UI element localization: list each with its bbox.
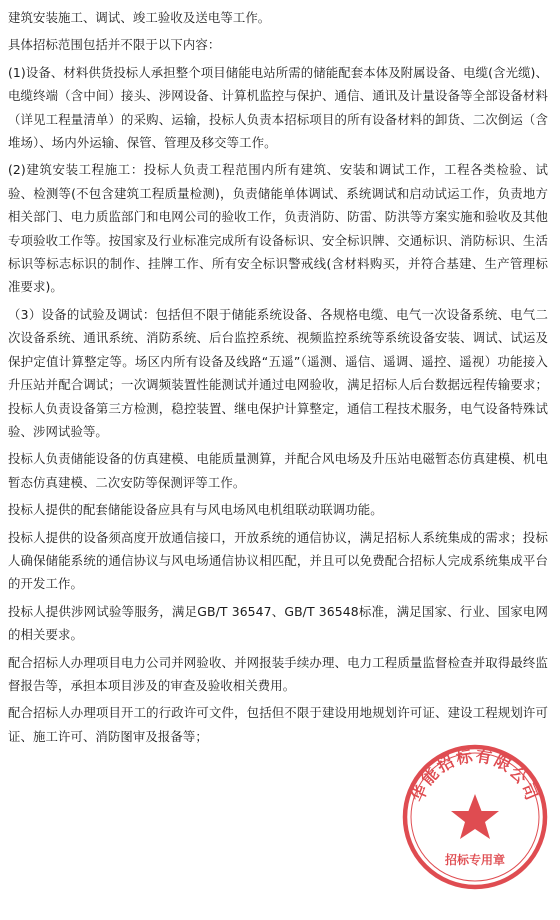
paragraph-open-interface: 投标人提供的设备须高度开放通信接口，开放系统的通信协议，满足招标人系统集成的需求；投标人确保储能系统的通信协议与风电场通信协议相匹配，并且可以免费配合招标人完成系统集成平台的开发工作。: [8, 529, 548, 592]
paragraph-equipment-supply: (1)设备、材料供货投标人承担整个项目储能电站所需的储能配套本体及附属设备、电缆(含光缆)、电缆终端（含中间）接头、涉网设备、计算机监控与保护、通信、通讯及计量设备等全部设备材料（详见工程量清单）的采购、运输，投标人负责本招标项目的所有设备材料的卸货、二次倒运（含堆场）、场内外运输、保管、管理及移交等工作。: [8, 64, 548, 151]
paragraph-simulation-modeling: 投标人负责储能设备的仿真建模、电能质量测算，并配合风电场及升压站电磁暂态仿真建模、机电暂态仿真建模、二次安防等保测评等工作。: [8, 451, 548, 490]
seal-star-icon: [451, 794, 499, 839]
paragraph-permits: 配合招标人办理项目开工的行政许可文件，包括但不限于建设用地规划许可证、建设工程规划许可证、施工许可、消防图审及报备等；: [8, 705, 548, 744]
seal-arc-text: 华能招标有限公司: [407, 746, 543, 805]
paragraph-linkage-function: 投标人提供的配套储能设备应具有与风电场风电机组联动联调功能。: [8, 502, 383, 518]
seal-outer-ring: [405, 747, 545, 887]
paragraph-grid-tests: 投标人提供涉网试验等服务，满足GB/T 36547、GB/T 36548标准，满足国家、行业、国家电网的相关要求。: [8, 603, 548, 643]
paragraph-scope-intro: 建筑安装施工、调试、竣工验收及送电等工作。: [8, 10, 271, 25]
paragraph-construction-installation: (2)建筑安装工程施工：投标人负责工程范围内所有建筑、安装和调试工作，工程各类检验、试验、检测等(不包含建筑工程质量检测)，负责储能单体调试、系统调试和启动试运工作，负责地方相关部门、电力质监部门和电网公司的验收工作，负责消防、防雷、防洪等方案实施和验收及其他专项验收工作等。按国家及行业标准完成所有设备标识、安全标识牌、交通标识、消防标识、生活标识等标志标识的制作、挂牌工作、所有安全标识警戒线(含材料购买，并符合基建、生产管理标准要求)。: [8, 162, 548, 295]
paragraph-testing-commissioning: （3）设备的试验及调试：包括但不限于储能系统设备、各规格电缆、电气一次设备系统、电气二次设备系统、通讯系统、消防系统、后台监控系统、视频监控系统等系统设备安装、调试、试运及保护定值计算整定等。场区内所有设备及线路“五遥”（遥测、遥信、遥调、遥控、遥视）功能接入升压站并配合调试；一次调频装置性能测试并通过电网验收，满足招标人后台数据远程传输要求；投标人负责设备第三方检测，稳控装置、继电保护计算整定，通信工程技术服务，电气设备特殊试验、涉网试验等。: [8, 306, 548, 439]
paragraph-grid-acceptance: 配合招标人办理项目电力公司并网验收、并网报装手续办理、电力工程质量监督检查并取得最终监督报告等，承担本项目涉及的审查及验收相关费用。: [8, 654, 548, 693]
company-seal-stamp: [400, 742, 550, 892]
document-body: [8, 6, 548, 748]
seal-bottom-text: 招标专用章: [444, 853, 506, 867]
seal-inner-ring: [411, 753, 539, 881]
paragraph-scope-heading: 具体招标范围包括并不限于以下内容：: [8, 37, 221, 53]
